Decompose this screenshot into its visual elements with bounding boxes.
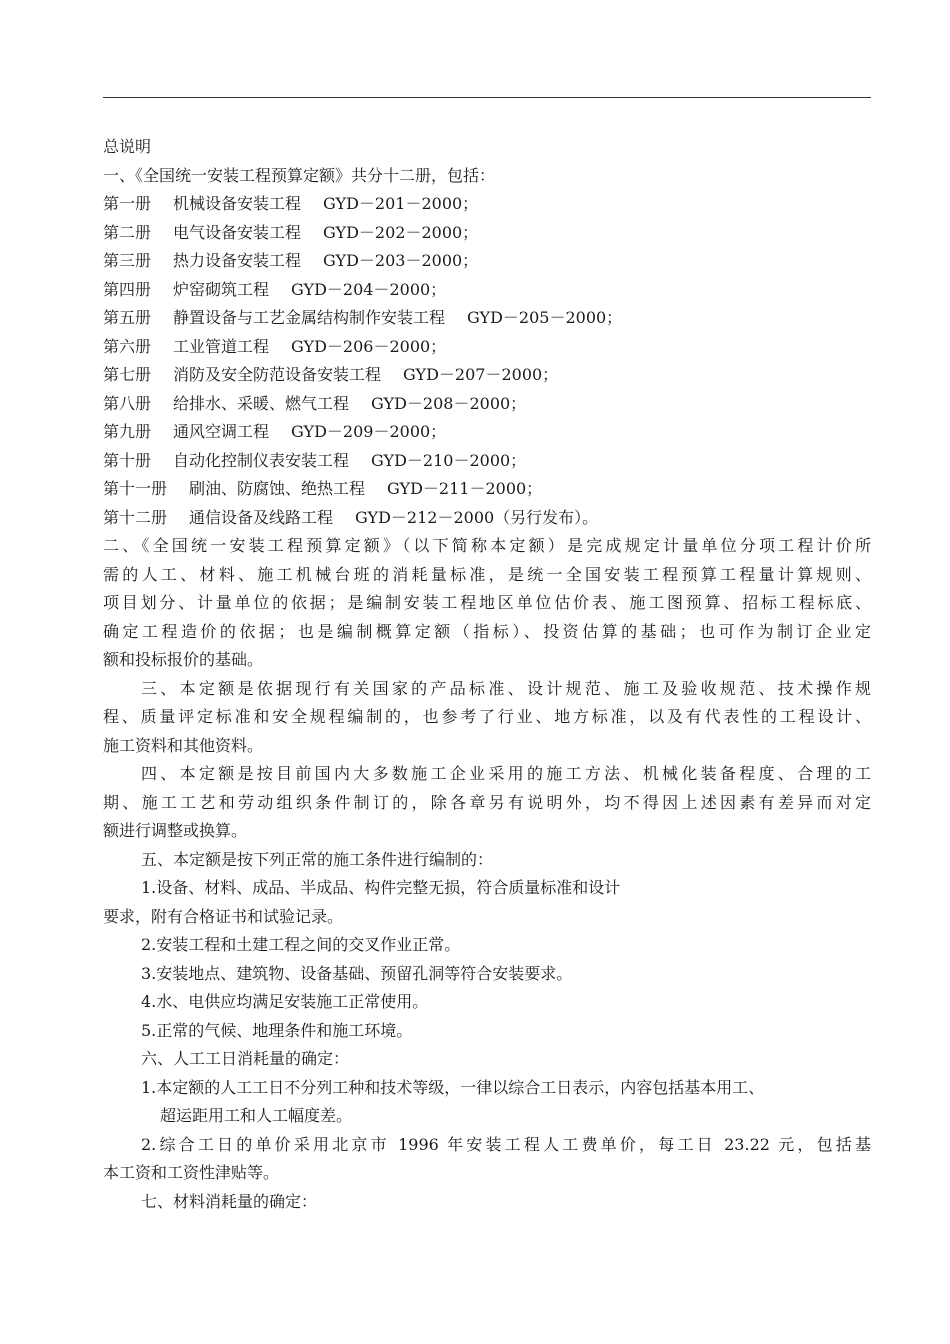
volume-code: GYD－205－2000； xyxy=(467,308,623,327)
volume-name: 热力设备安装工程 xyxy=(173,251,302,270)
paragraph-line: 2.综合工日的单价采用北京市 1996 年安装工程人工费单价，每工日 23.22 元，包括基 xyxy=(141,1134,871,1154)
volume-number: 第四册 xyxy=(103,279,152,299)
intro-line: 一、《全国统一安装工程预算定额》共分十二册，包括： xyxy=(103,165,496,185)
paragraph-line: 需的人工、材料、施工机械台班的消耗量标准，是统一全国安装工程预算工程量计算规则、 xyxy=(103,564,871,584)
paragraph-6-heading: 六、人工工日消耗量的确定： xyxy=(141,1049,350,1068)
volume-number: 第十一册 xyxy=(103,479,168,498)
paragraph-line: 程、质量评定标准和安全规程编制的，也参考了行业、地方标准，以及有代表性的工程设计、 xyxy=(103,707,871,726)
condition-1: 1.设备、材料、成品、半成品、构件完整无损，符合质量标准和设计 xyxy=(141,878,621,897)
volume-name: 通信设备及线路工程 xyxy=(189,507,334,527)
paragraph-3 xyxy=(103,675,871,761)
volume-list xyxy=(103,190,871,532)
volume-item xyxy=(103,418,871,447)
paragraph-line: 额和投标报价的基础。 xyxy=(103,650,264,669)
paragraph-line: 项目划分、计量单位的依据；是编制安装工程地区单位估价表、施工图预算、招标工程标底、 xyxy=(103,593,871,612)
volume-item xyxy=(103,276,871,305)
paragraph-5-heading: 五、本定额是按下列正常的施工条件进行编制的： xyxy=(141,849,494,869)
volume-code: GYD－204－2000； xyxy=(291,279,447,299)
volume-code: GYD－202－2000； xyxy=(323,222,479,242)
volume-name: 刷油、防腐蚀、绝热工程 xyxy=(189,479,366,498)
volume-name: 炉窑砌筑工程 xyxy=(173,279,270,299)
volume-item xyxy=(103,219,871,248)
volume-number: 第二册 xyxy=(103,222,152,242)
volume-number: 第六册 xyxy=(103,336,152,356)
paragraph-7-heading: 七、材料消耗量的确定： xyxy=(141,1191,318,1211)
condition-5: 5.正常的气候、地理条件和施工环境。 xyxy=(141,1020,413,1040)
volume-number: 第一册 xyxy=(103,194,152,213)
condition-3: 3.安装地点、建筑物、设备基础、预留孔洞等符合安装要求。 xyxy=(141,963,573,983)
volume-code: GYD－210－2000； xyxy=(371,450,527,470)
volume-code: GYD－208－2000； xyxy=(371,393,527,413)
volume-number: 第七册 xyxy=(103,365,152,384)
paragraph-line: 四、本定额是按目前国内大多数施工企业采用的施工方法、机械化装备程度、合理的工 xyxy=(141,764,871,783)
volume-name: 通风空调工程 xyxy=(173,422,270,441)
volume-item xyxy=(103,190,871,219)
paragraph-2 xyxy=(103,532,871,675)
paragraph-line: 本工资和工资性津贴等。 xyxy=(103,1163,280,1182)
volume-name: 静置设备与工艺金属结构制作安装工程 xyxy=(173,308,446,327)
volume-item xyxy=(103,333,871,362)
volume-item xyxy=(103,475,871,504)
labor-item-1-continued: 超运距用工和人工幅度差。 xyxy=(160,1106,353,1125)
volume-code: GYD－211－2000； xyxy=(387,479,543,498)
volume-item xyxy=(103,447,871,476)
paragraph-line: 确定工程造价的依据；也是编制概算定额（指标）、投资估算的基础；也可作为制订企业定 xyxy=(103,621,871,641)
paragraph-line: 三、本定额是依据现行有关国家的产品标准、设计规范、施工及验收规范、技术操作规 xyxy=(141,678,871,698)
volume-number: 第十二册 xyxy=(103,507,168,527)
condition-1-continued: 要求，附有合格证书和试验记录。 xyxy=(103,906,344,926)
condition-2: 2.安装工程和土建工程之间的交叉作业正常。 xyxy=(141,935,461,954)
volume-code: GYD－209－2000； xyxy=(291,422,447,441)
volume-code: GYD－207－2000； xyxy=(403,365,559,384)
labor-item-2 xyxy=(103,1131,871,1188)
volume-number: 第十册 xyxy=(103,450,152,470)
volume-name: 机械设备安装工程 xyxy=(173,194,302,213)
volume-name: 电气设备安装工程 xyxy=(173,222,302,242)
paragraph-line: 期、施工工艺和劳动组织条件制订的，除各章另有说明外，均不得因上述因素有差异而对定 xyxy=(103,792,871,812)
volume-item xyxy=(103,247,871,276)
condition-4: 4.水、电供应均满足安装施工正常使用。 xyxy=(141,992,429,1011)
volume-code: GYD－206－2000； xyxy=(291,336,447,356)
volume-number: 第三册 xyxy=(103,251,152,270)
volume-number: 第九册 xyxy=(103,422,152,441)
volume-code: GYD－201－2000； xyxy=(323,194,479,213)
labor-item-1: 1.本定额的人工工日不分列工种和技术等级，一律以综合工日表示，内容包括基本用工、 xyxy=(141,1077,765,1097)
volume-number: 第五册 xyxy=(103,308,152,327)
volume-name: 给排水、采暖、燃气工程 xyxy=(173,393,350,413)
volume-item xyxy=(103,361,871,390)
volume-code: GYD－212－2000（另行发布）。 xyxy=(355,507,599,527)
volume-item xyxy=(103,504,871,533)
volume-number: 第八册 xyxy=(103,393,152,413)
paragraph-line: 施工资料和其他资料。 xyxy=(103,735,264,755)
section-heading: 总说明 xyxy=(103,137,152,156)
volume-name: 消防及安全防范设备安装工程 xyxy=(173,365,382,384)
paragraph-line: 额进行调整或换算。 xyxy=(103,821,248,840)
volume-item xyxy=(103,390,871,419)
volume-item xyxy=(103,304,871,333)
volume-name: 自动化控制仪表安装工程 xyxy=(173,450,350,470)
volume-code: GYD－203－2000； xyxy=(323,251,479,270)
volume-name: 工业管道工程 xyxy=(173,336,270,356)
document-body xyxy=(103,133,871,1216)
paragraph-4 xyxy=(103,760,871,846)
header-rule xyxy=(103,97,871,98)
paragraph-line: 二、《全国统一安装工程预算定额》（以下简称本定额）是完成规定计量单位分项工程计价所 xyxy=(103,536,871,555)
